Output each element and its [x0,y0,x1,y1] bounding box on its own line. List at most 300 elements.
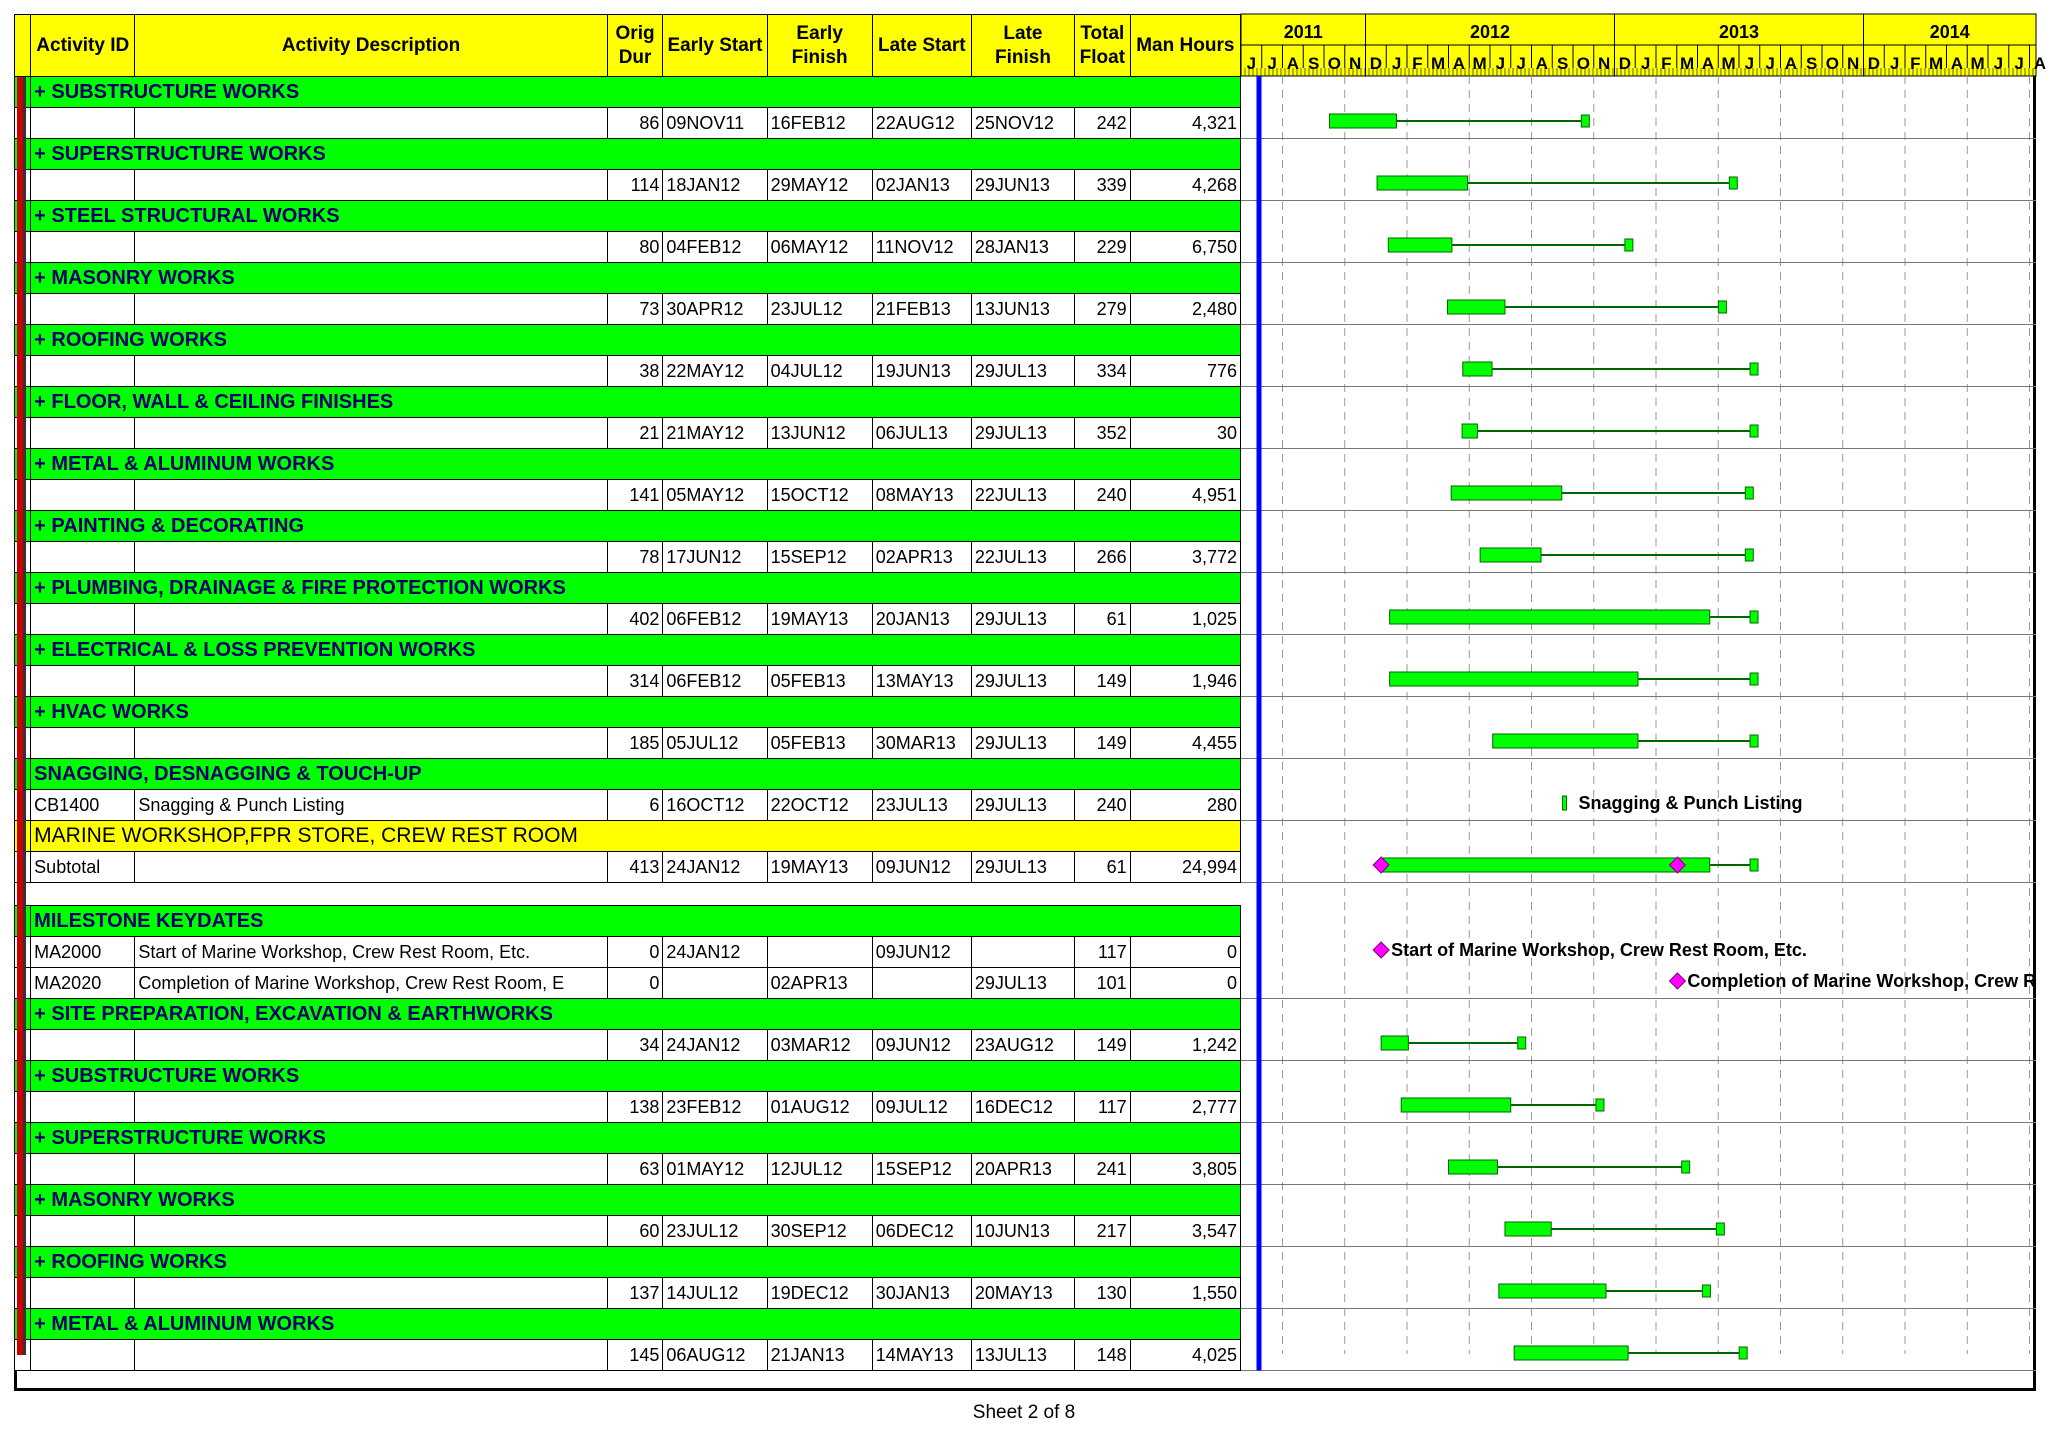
float-end-marker [1625,239,1633,251]
month-label: D [1867,54,1881,73]
cell-id: MA2000 [31,937,135,968]
cell-mh: 2,777 [1130,1092,1240,1123]
cell-desc [135,1216,607,1247]
section-label: + PLUMBING, DRAINAGE & FIRE PROTECTION WORKS [31,573,1241,604]
cell-desc [135,170,607,201]
month-label: M [1721,54,1736,73]
cell-dur: 314 [607,666,663,697]
section-label: + SUPERSTRUCTURE WORKS [31,139,1241,170]
cell-lf: 29JUL13 [971,418,1074,449]
month-label: J [2014,54,2024,73]
cell-lf: 10JUN13 [971,1216,1074,1247]
section-header-row[interactable] [15,635,1241,666]
cell-es: 23JUL12 [663,1216,767,1247]
cell-ef: 19MAY13 [767,852,872,883]
activity-bar [1514,1346,1628,1360]
table-row[interactable] [15,1154,1241,1185]
section-label: + HVAC WORKS [31,697,1241,728]
cell-id [31,108,135,139]
cell-mh: 3,772 [1130,542,1240,573]
cell-tf: 229 [1075,232,1131,263]
table-row[interactable] [15,1092,1241,1123]
cell-tf: 117 [1075,1092,1131,1123]
activity-bar [1447,300,1504,314]
cell-ls: 06JUL13 [872,418,971,449]
section-header-row[interactable] [15,1123,1241,1154]
table-row[interactable] [15,108,1241,139]
table-row[interactable] [15,418,1241,449]
bar-label: Snagging & Punch Listing [1578,793,1803,813]
cell-desc [135,232,607,263]
float-end-marker [1750,363,1758,375]
section-label: + SUPERSTRUCTURE WORKS [31,1123,1241,1154]
cell-id [31,728,135,759]
cell-ef: 12JUL12 [767,1154,872,1185]
cell-ef: 23JUL12 [767,294,872,325]
cell-lf: 29JUL13 [971,604,1074,635]
section-label: + ROOFING WORKS [31,325,1241,356]
month-label: D [1369,54,1383,73]
month-label: M [1431,54,1446,73]
cell-id [31,232,135,263]
section-header-row[interactable] [15,1309,1241,1340]
month-label: F [1412,54,1423,73]
section-label: + SUBSTRUCTURE WORKS [31,1061,1241,1092]
section-header-row[interactable] [15,449,1241,480]
month-label: M [1680,54,1695,73]
month-label: S [1307,54,1320,73]
cell-es: 21MAY12 [663,418,767,449]
cell-desc [135,852,607,883]
cell-ls: 19JUN13 [872,356,971,387]
cell-dur: 0 [607,968,663,999]
cell-ef: 13JUN12 [767,418,872,449]
activity-bar [1329,114,1396,128]
float-end-marker [1596,1099,1604,1111]
cell-desc [135,1278,607,1309]
section-header-row[interactable] [15,573,1241,604]
cell-ls: 20JAN13 [872,604,971,635]
group-header-row[interactable] [15,821,1241,852]
cell-id [31,418,135,449]
cell-id [31,480,135,511]
table-row[interactable] [15,170,1241,201]
cell-es: 24JAN12 [663,852,767,883]
table-row[interactable] [15,937,1241,968]
cell-id [31,542,135,573]
cell-tf: 240 [1075,790,1131,821]
header-early-finish[interactable]: Early Finish [767,15,872,77]
cell-es: 18JAN12 [663,170,767,201]
cell-dur: 145 [607,1340,663,1371]
section-header-row[interactable] [15,759,1241,790]
header-late-finish[interactable]: Late Finish [971,15,1074,77]
activity-bar [1449,1160,1498,1174]
cell-mh: 1,946 [1130,666,1240,697]
cell-ef: 02APR13 [767,968,872,999]
cell-ef: 21JAN13 [767,1340,872,1371]
month-label: J [1889,54,1900,73]
section-label: + METAL & ALUMINUM WORKS [31,449,1241,480]
cell-id [31,1092,135,1123]
year-label: 2013 [1718,22,1760,42]
section-header-row[interactable] [15,906,1241,937]
cell-id [31,1278,135,1309]
activity-bar [1388,238,1452,252]
float-end-marker [1750,425,1758,437]
float-end-marker [1682,1161,1690,1173]
month-label: J [1765,54,1775,73]
cell-tf: 149 [1075,666,1131,697]
header-gutter [15,15,31,77]
cell-dur: 86 [607,108,663,139]
activity-bar [1401,1098,1511,1112]
cell-es: 24JAN12 [663,1030,767,1061]
month-label: A [1535,54,1549,73]
milestone-label: Start of Marine Workshop, Crew Rest Room, Etc. [1391,940,1807,960]
month-label: J [1391,54,1402,73]
cell-id: CB1400 [31,790,135,821]
cell-ls: 09JUN12 [872,1030,971,1061]
cell-ef: 01AUG12 [767,1092,872,1123]
cell-tf: 241 [1075,1154,1131,1185]
milestone-marker [1373,942,1389,958]
cell-ls: 11NOV12 [872,232,971,263]
month-label: F [1661,54,1672,73]
cell-es: 06AUG12 [663,1340,767,1371]
month-label: S [1556,54,1569,73]
cell-es: 06FEB12 [663,604,767,635]
month-label: J [1267,54,1277,73]
cell-es: 06FEB12 [663,666,767,697]
cell-lf: 29JUL13 [971,666,1074,697]
cell-tf: 61 [1075,604,1131,635]
cell-ls: 09JUL12 [872,1092,971,1123]
cell-es: 09NOV11 [663,108,767,139]
cell-ef: 04JUL12 [767,356,872,387]
cell-ef: 29MAY12 [767,170,872,201]
table-row[interactable] [15,1278,1241,1309]
cell-dur: 141 [607,480,663,511]
cell-mh: 3,547 [1130,1216,1240,1247]
section-header-row[interactable] [15,201,1241,232]
table-row[interactable] [15,1030,1241,1061]
cell-mh: 0 [1130,968,1240,999]
month-label: S [1805,54,1818,73]
cell-desc [135,294,607,325]
section-header-row[interactable] [15,999,1241,1030]
cell-ls: 23JUL13 [872,790,971,821]
cell-dur: 63 [607,1154,663,1185]
activity-bar [1390,610,1710,624]
section-header-row[interactable] [15,1061,1241,1092]
cell-tf: 240 [1075,480,1131,511]
table-row[interactable] [15,604,1241,635]
section-header-row[interactable] [15,387,1241,418]
table-row[interactable] [15,542,1241,573]
header-orig-dur[interactable]: Orig Dur [607,15,663,77]
month-label: J [1993,54,2004,73]
cell-dur: 60 [607,1216,663,1247]
cell-desc [135,1340,607,1371]
cell-mh: 6,750 [1130,232,1240,263]
table-row[interactable] [15,356,1241,387]
activity-bar [1480,548,1541,562]
cell-id [31,294,135,325]
cell-es: 05MAY12 [663,480,767,511]
table-row[interactable] [15,294,1241,325]
cell-tf: 149 [1075,728,1131,759]
month-label: M [1970,54,1985,73]
month-label: A [1701,54,1715,73]
cell-tf: 61 [1075,852,1131,883]
section-header-row[interactable] [15,511,1241,542]
cell-ef: 03MAR12 [767,1030,872,1061]
cell-mh: 2,480 [1130,294,1240,325]
cell-id: Subtotal [31,852,135,883]
cell-lf: 16DEC12 [971,1092,1074,1123]
header-man-hours[interactable]: Man Hours [1130,15,1240,77]
cell-mh: 4,321 [1130,108,1240,139]
month-label: O [1327,54,1341,73]
activity-bar [1505,1222,1551,1236]
cell-dur: 21 [607,418,663,449]
month-label: J [1495,54,1506,73]
cell-dur: 6 [607,790,663,821]
cell-lf: 13JUN13 [971,294,1074,325]
milestone-marker [1669,973,1685,989]
float-end-marker [1750,611,1758,623]
cell-dur: 38 [607,356,663,387]
cell-tf: 149 [1075,1030,1131,1061]
cell-dur: 80 [607,232,663,263]
year-label: 2014 [1929,22,1970,42]
cell-ls: 02APR13 [872,542,971,573]
cell-id [31,604,135,635]
activity-bar [1381,1036,1408,1050]
float-end-marker [1581,115,1589,127]
cell-ef [767,937,872,968]
sheet-footer: Sheet 2 of 8 [972,1402,1076,1423]
table-row[interactable] [15,728,1241,759]
section-header-row[interactable] [15,77,1241,108]
activity-bar [1451,486,1562,500]
cell-tf: 217 [1075,1216,1131,1247]
cell-desc [135,418,607,449]
table-row[interactable] [15,1340,1241,1371]
header-late-start[interactable]: Late Start [872,15,971,77]
month-label: M [1472,54,1487,73]
cell-dur: 0 [607,937,663,968]
cell-tf: 130 [1075,1278,1131,1309]
activity-bar [1499,1284,1606,1298]
header-total-float[interactable]: Total Float [1075,15,1131,77]
cell-mh: 3,805 [1130,1154,1240,1185]
float-end-marker [1716,1223,1724,1235]
section-label: + ROOFING WORKS [31,1247,1241,1278]
month-label: J [1516,54,1526,73]
cell-tf: 334 [1075,356,1131,387]
section-label: SNAGGING, DESNAGGING & TOUCH-UP [31,759,1241,790]
cell-es: 04FEB12 [663,232,767,263]
cell-lf [971,937,1074,968]
activity-bar [1390,672,1638,686]
month-label: N [1597,54,1611,73]
cell-tf: 101 [1075,968,1131,999]
cell-desc: Completion of Marine Workshop, Crew Rest Room, E [135,968,607,999]
float-end-marker [1750,673,1758,685]
month-label: A [2033,54,2047,73]
table-row[interactable] [15,852,1241,883]
month-label: N [1348,54,1362,73]
cell-tf: 266 [1075,542,1131,573]
spacer-cell [15,883,1241,906]
float-end-marker [1702,1285,1710,1297]
spacer-row [15,883,1241,906]
section-label: MARINE WORKSHOP,FPR STORE, CREW REST ROOM [31,821,1241,852]
cell-mh: 4,455 [1130,728,1240,759]
section-header-row[interactable] [15,139,1241,170]
milestone-label: Completion of Marine Workshop, Crew R [1687,971,2037,991]
section-header-row[interactable] [15,697,1241,728]
cell-lf: 20APR13 [971,1154,1074,1185]
cell-dur: 138 [607,1092,663,1123]
cell-ls: 14MAY13 [872,1340,971,1371]
month-label: D [1618,54,1632,73]
cell-lf: 23AUG12 [971,1030,1074,1061]
cell-ef: 19MAY13 [767,604,872,635]
left-margin-bar [17,77,26,1355]
month-label: O [1576,54,1590,73]
cell-ls: 13MAY13 [872,666,971,697]
cell-desc [135,666,607,697]
cell-dur: 34 [607,1030,663,1061]
header-activity-description[interactable]: Activity Description [135,15,607,77]
cell-mh: 24,994 [1130,852,1240,883]
section-label: + SUBSTRUCTURE WORKS [31,77,1241,108]
cell-id: MA2020 [31,968,135,999]
table-row[interactable] [15,790,1241,821]
cell-es: 22MAY12 [663,356,767,387]
cell-desc [135,356,607,387]
month-label: M [1929,54,1944,73]
cell-tf: 148 [1075,1340,1131,1371]
cell-mh: 776 [1130,356,1240,387]
cell-id [31,356,135,387]
float-end-marker [1750,859,1758,871]
month-label: A [1784,54,1798,73]
cell-tf: 242 [1075,108,1131,139]
cell-lf: 20MAY13 [971,1278,1074,1309]
cell-lf: 29JUL13 [971,852,1074,883]
cell-desc [135,1092,607,1123]
cell-mh: 1,242 [1130,1030,1240,1061]
cell-tf: 279 [1075,294,1131,325]
section-header-row[interactable] [15,325,1241,356]
activity-bar [1562,796,1566,810]
cell-ls: 30MAR13 [872,728,971,759]
cell-ef: 15OCT12 [767,480,872,511]
year-label: 2012 [1469,22,1511,42]
cell-lf: 29JUN13 [971,170,1074,201]
section-header-row[interactable] [15,263,1241,294]
cell-ef: 30SEP12 [767,1216,872,1247]
cell-es: 01MAY12 [663,1154,767,1185]
cell-desc [135,728,607,759]
cell-dur: 73 [607,294,663,325]
cell-desc [135,542,607,573]
section-header-row[interactable] [15,1247,1241,1278]
cell-mh: 4,951 [1130,480,1240,511]
cell-ef: 05FEB13 [767,666,872,697]
header-activity-id[interactable]: Activity ID [31,15,135,77]
cell-id [31,1216,135,1247]
table-row[interactable] [15,480,1241,511]
cell-ls: 06DEC12 [872,1216,971,1247]
cell-mh: 1,550 [1130,1278,1240,1309]
cell-tf: 352 [1075,418,1131,449]
cell-lf: 22JUL13 [971,542,1074,573]
table-row[interactable] [15,1216,1241,1247]
cell-ls: 21FEB13 [872,294,971,325]
table-row[interactable] [15,232,1241,263]
table-header-row [15,15,1241,77]
cell-lf: 29JUL13 [971,728,1074,759]
cell-ef: 05FEB13 [767,728,872,759]
table-row[interactable] [15,666,1241,697]
month-label: A [1452,54,1466,73]
cell-id [31,1340,135,1371]
cell-dur: 413 [607,852,663,883]
cell-lf: 29JUL13 [971,790,1074,821]
cell-es: 05JUL12 [663,728,767,759]
cell-id [31,1154,135,1185]
float-end-marker [1745,549,1753,561]
activity-bar [1463,362,1492,376]
cell-desc [135,1030,607,1061]
cell-es: 23FEB12 [663,1092,767,1123]
cell-es: 16OCT12 [663,790,767,821]
cell-ef: 06MAY12 [767,232,872,263]
section-header-row[interactable] [15,1185,1241,1216]
month-label: J [1640,54,1651,73]
cell-ls: 08MAY13 [872,480,971,511]
cell-tf: 117 [1075,937,1131,968]
cell-tf: 339 [1075,170,1131,201]
cell-mh: 4,268 [1130,170,1240,201]
cell-lf: 29JUL13 [971,356,1074,387]
float-end-marker [1745,487,1753,499]
cell-ls: 02JAN13 [872,170,971,201]
month-label: J [1744,54,1755,73]
cell-dur: 402 [607,604,663,635]
activity-bar [1462,424,1477,438]
section-label: + PAINTING & DECORATING [31,511,1241,542]
cell-lf: 13JUL13 [971,1340,1074,1371]
cell-mh: 4,025 [1130,1340,1240,1371]
cell-es: 17JUN12 [663,542,767,573]
section-label: + MASONRY WORKS [31,263,1241,294]
cell-mh: 30 [1130,418,1240,449]
section-label: MILESTONE KEYDATES [31,906,1241,937]
table-row[interactable] [15,968,1241,999]
cell-dur: 185 [607,728,663,759]
cell-ef: 15SEP12 [767,542,872,573]
float-end-marker [1518,1037,1526,1049]
cell-lf: 25NOV12 [971,108,1074,139]
cell-ef: 19DEC12 [767,1278,872,1309]
header-early-start[interactable]: Early Start [663,15,767,77]
